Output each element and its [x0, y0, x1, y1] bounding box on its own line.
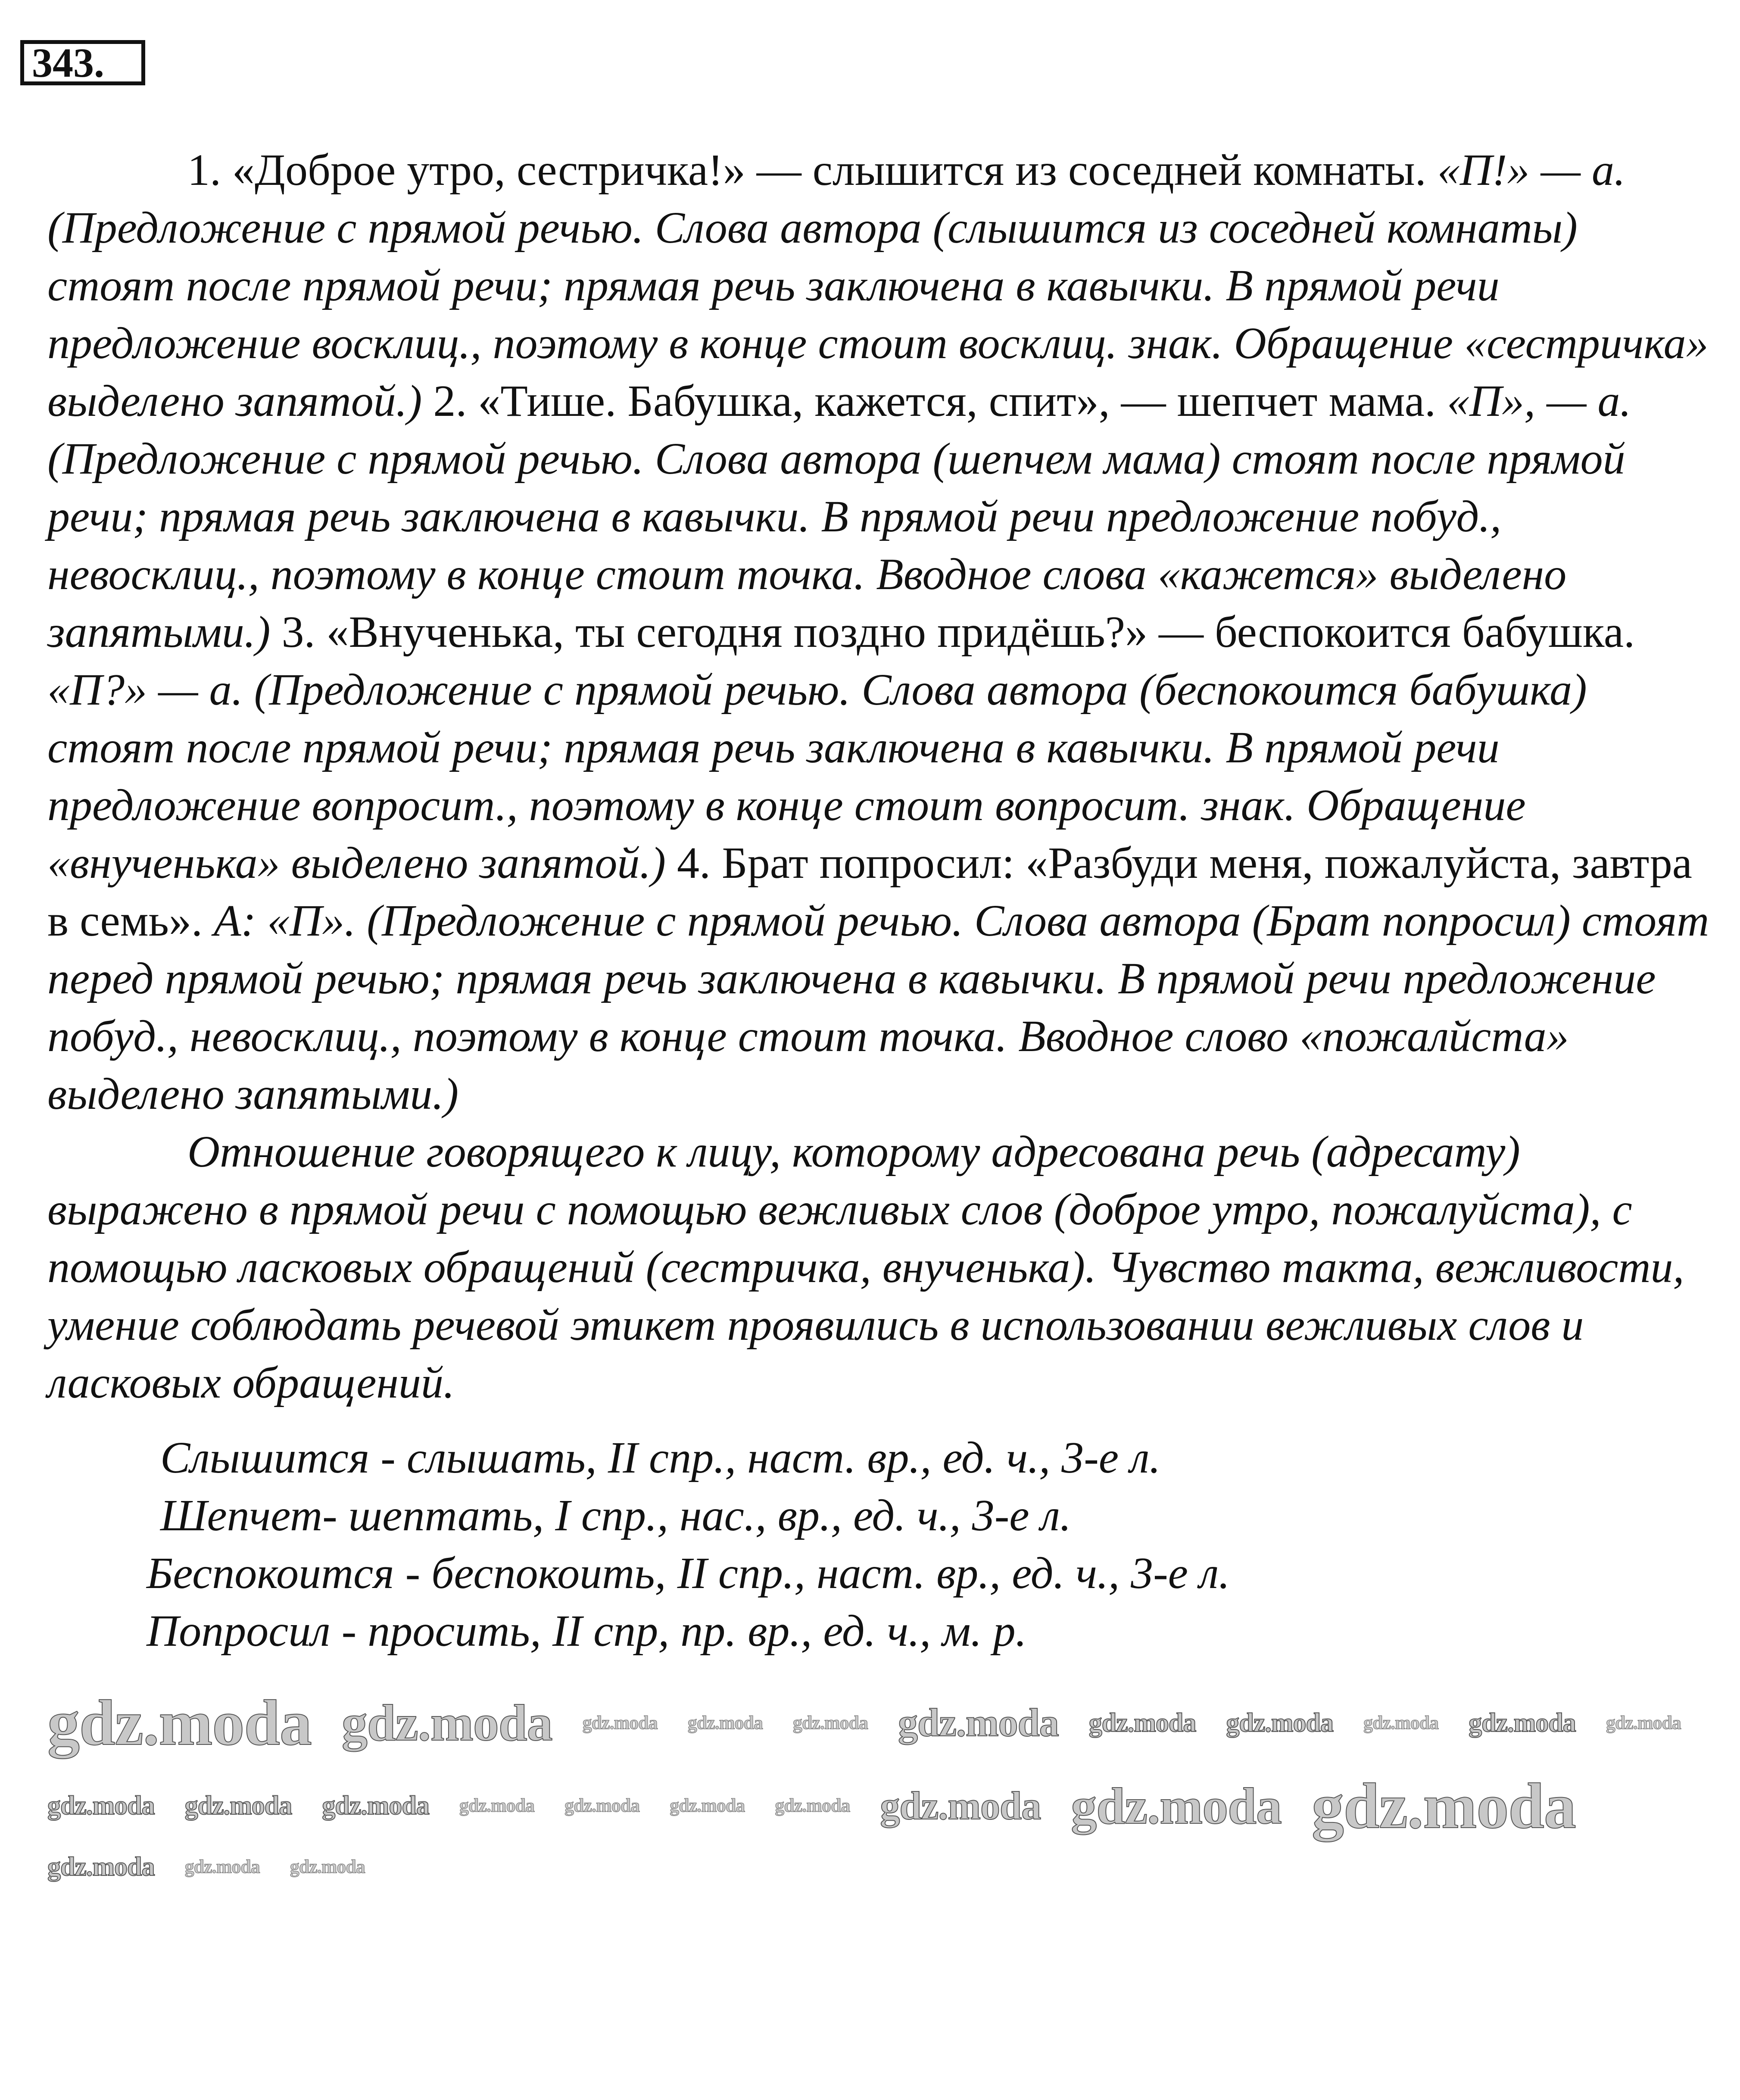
watermark: gdz.moda: [459, 1795, 535, 1816]
watermark: gdz.moda: [1469, 1708, 1576, 1738]
morphology-list: [47, 1429, 1719, 1660]
watermark: gdz.moda: [775, 1795, 850, 1816]
morphology-line: Беспокоится - беспокоить, II спр., наст. вр., ед. ч., 3-е л.: [147, 1548, 1230, 1598]
watermark: gdz.moda: [792, 1712, 868, 1733]
answer-paragraph: [47, 141, 1711, 1123]
watermark: gdz.moda: [1226, 1708, 1334, 1738]
watermark: gdz.moda: [322, 1791, 429, 1821]
watermark: gdz.moda: [1363, 1712, 1439, 1733]
watermark: gdz.moda: [898, 1701, 1059, 1745]
watermark: gdz.moda: [290, 1856, 365, 1878]
conclusion-paragraph: Отношение говорящего к лицу, которому адресована речь (адресату) выражено в прямой речи с помощью вежливых слов (доброе утро, пожалуйста), с помощью ласковых обращений (сестричка, внученька). Чувство такта, вежливости, умение соблюдать речевой этикет проявились в использовании вежливых слов и ласковых обращений.: [47, 1127, 1684, 1407]
watermark-area: [47, 1686, 1711, 1882]
watermark: gdz.moda: [582, 1712, 658, 1733]
watermark: gdz.moda: [1088, 1708, 1196, 1738]
watermark: gdz.moda: [47, 1852, 155, 1882]
morphology-line: Попросил - просить, II спр, пр. вр., ед. ч., м. р.: [147, 1606, 1027, 1656]
watermark: gdz.moda: [184, 1856, 260, 1878]
watermark: gdz.moda: [1071, 1777, 1282, 1835]
sentence-4: 4. Брат попросил: «Разбуди меня, пожалуйста, завтра в семь».: [47, 838, 1692, 945]
morphology-line: Слышится - слышать, II спр., наст. вр., ед. ч., 3-е л.: [160, 1433, 1161, 1482]
watermark: gdz.moda: [880, 1783, 1041, 1828]
sentence-1: 1. «Доброе утро, сестричка!» — слышится из соседней комнаты.: [187, 145, 1438, 195]
sentence-2: 2. «Тише. Бабушка, кажется, спит», — шепчет мама.: [422, 376, 1447, 426]
watermark: gdz.moda: [564, 1795, 640, 1816]
analysis-4: А: «П». (Предложение с прямой речью. Слова автора (Брат попросил) стоят перед прямой речью; прямая речь заключена в кавычки. В прямой речи предложение побуд., невосклиц., поэтому в конце стоит точка. Вводное слово «пожалйста» выделено запятыми.): [47, 896, 1709, 1119]
analysis-1: «П!» — а. (Предложение с прямой речью. Слова автора (слышится из соседней комнаты) стоят после прямой речи; прямая речь заключена в кавычки. В прямой речи предложение восклиц., поэтому в конце стоит восклиц. знак. Обращение «сестричка» выделено запятой.): [47, 145, 1709, 426]
exercise-number: 343.: [20, 40, 145, 85]
watermark: gdz.moda: [1606, 1712, 1681, 1733]
watermark: gdz.moda: [687, 1712, 763, 1733]
watermark: gdz.moda: [47, 1791, 155, 1821]
analysis-3: «П?» — а. (Предложение с прямой речью. Слова автора (беспокоится бабушка) стоят после прямой речи; прямая речь заключена в кавычки. В прямой речи предложение вопросит., поэтому в конце стоит вопросит. знак. Обращение «внученька» выделено запятой.): [47, 665, 1587, 888]
watermark: gdz.moda: [670, 1795, 745, 1816]
analysis-2: «П», — а. (Предложение с прямой речью. Слова автора (шепчем мама) стоят после прямой речи; прямая речь заключена в кавычки. В прямой речи предложение побуд., невосклиц., поэтому в конце стоит точка. Вводное слова «кажется» выделено запятыми.): [47, 376, 1631, 657]
watermark: gdz.moda: [47, 1687, 312, 1759]
watermark: gdz.moda: [1311, 1770, 1576, 1842]
morphology-line: Шепчет- шептать, I спр., нас., вр., ед. ч., 3-е л.: [160, 1491, 1071, 1540]
watermark: gdz.moda: [341, 1694, 552, 1752]
sentence-3: 3. «Внученька, ты сегодня поздно придёшь?» — беспокоится бабушка.: [270, 607, 1635, 657]
watermark: gdz.moda: [184, 1791, 292, 1821]
